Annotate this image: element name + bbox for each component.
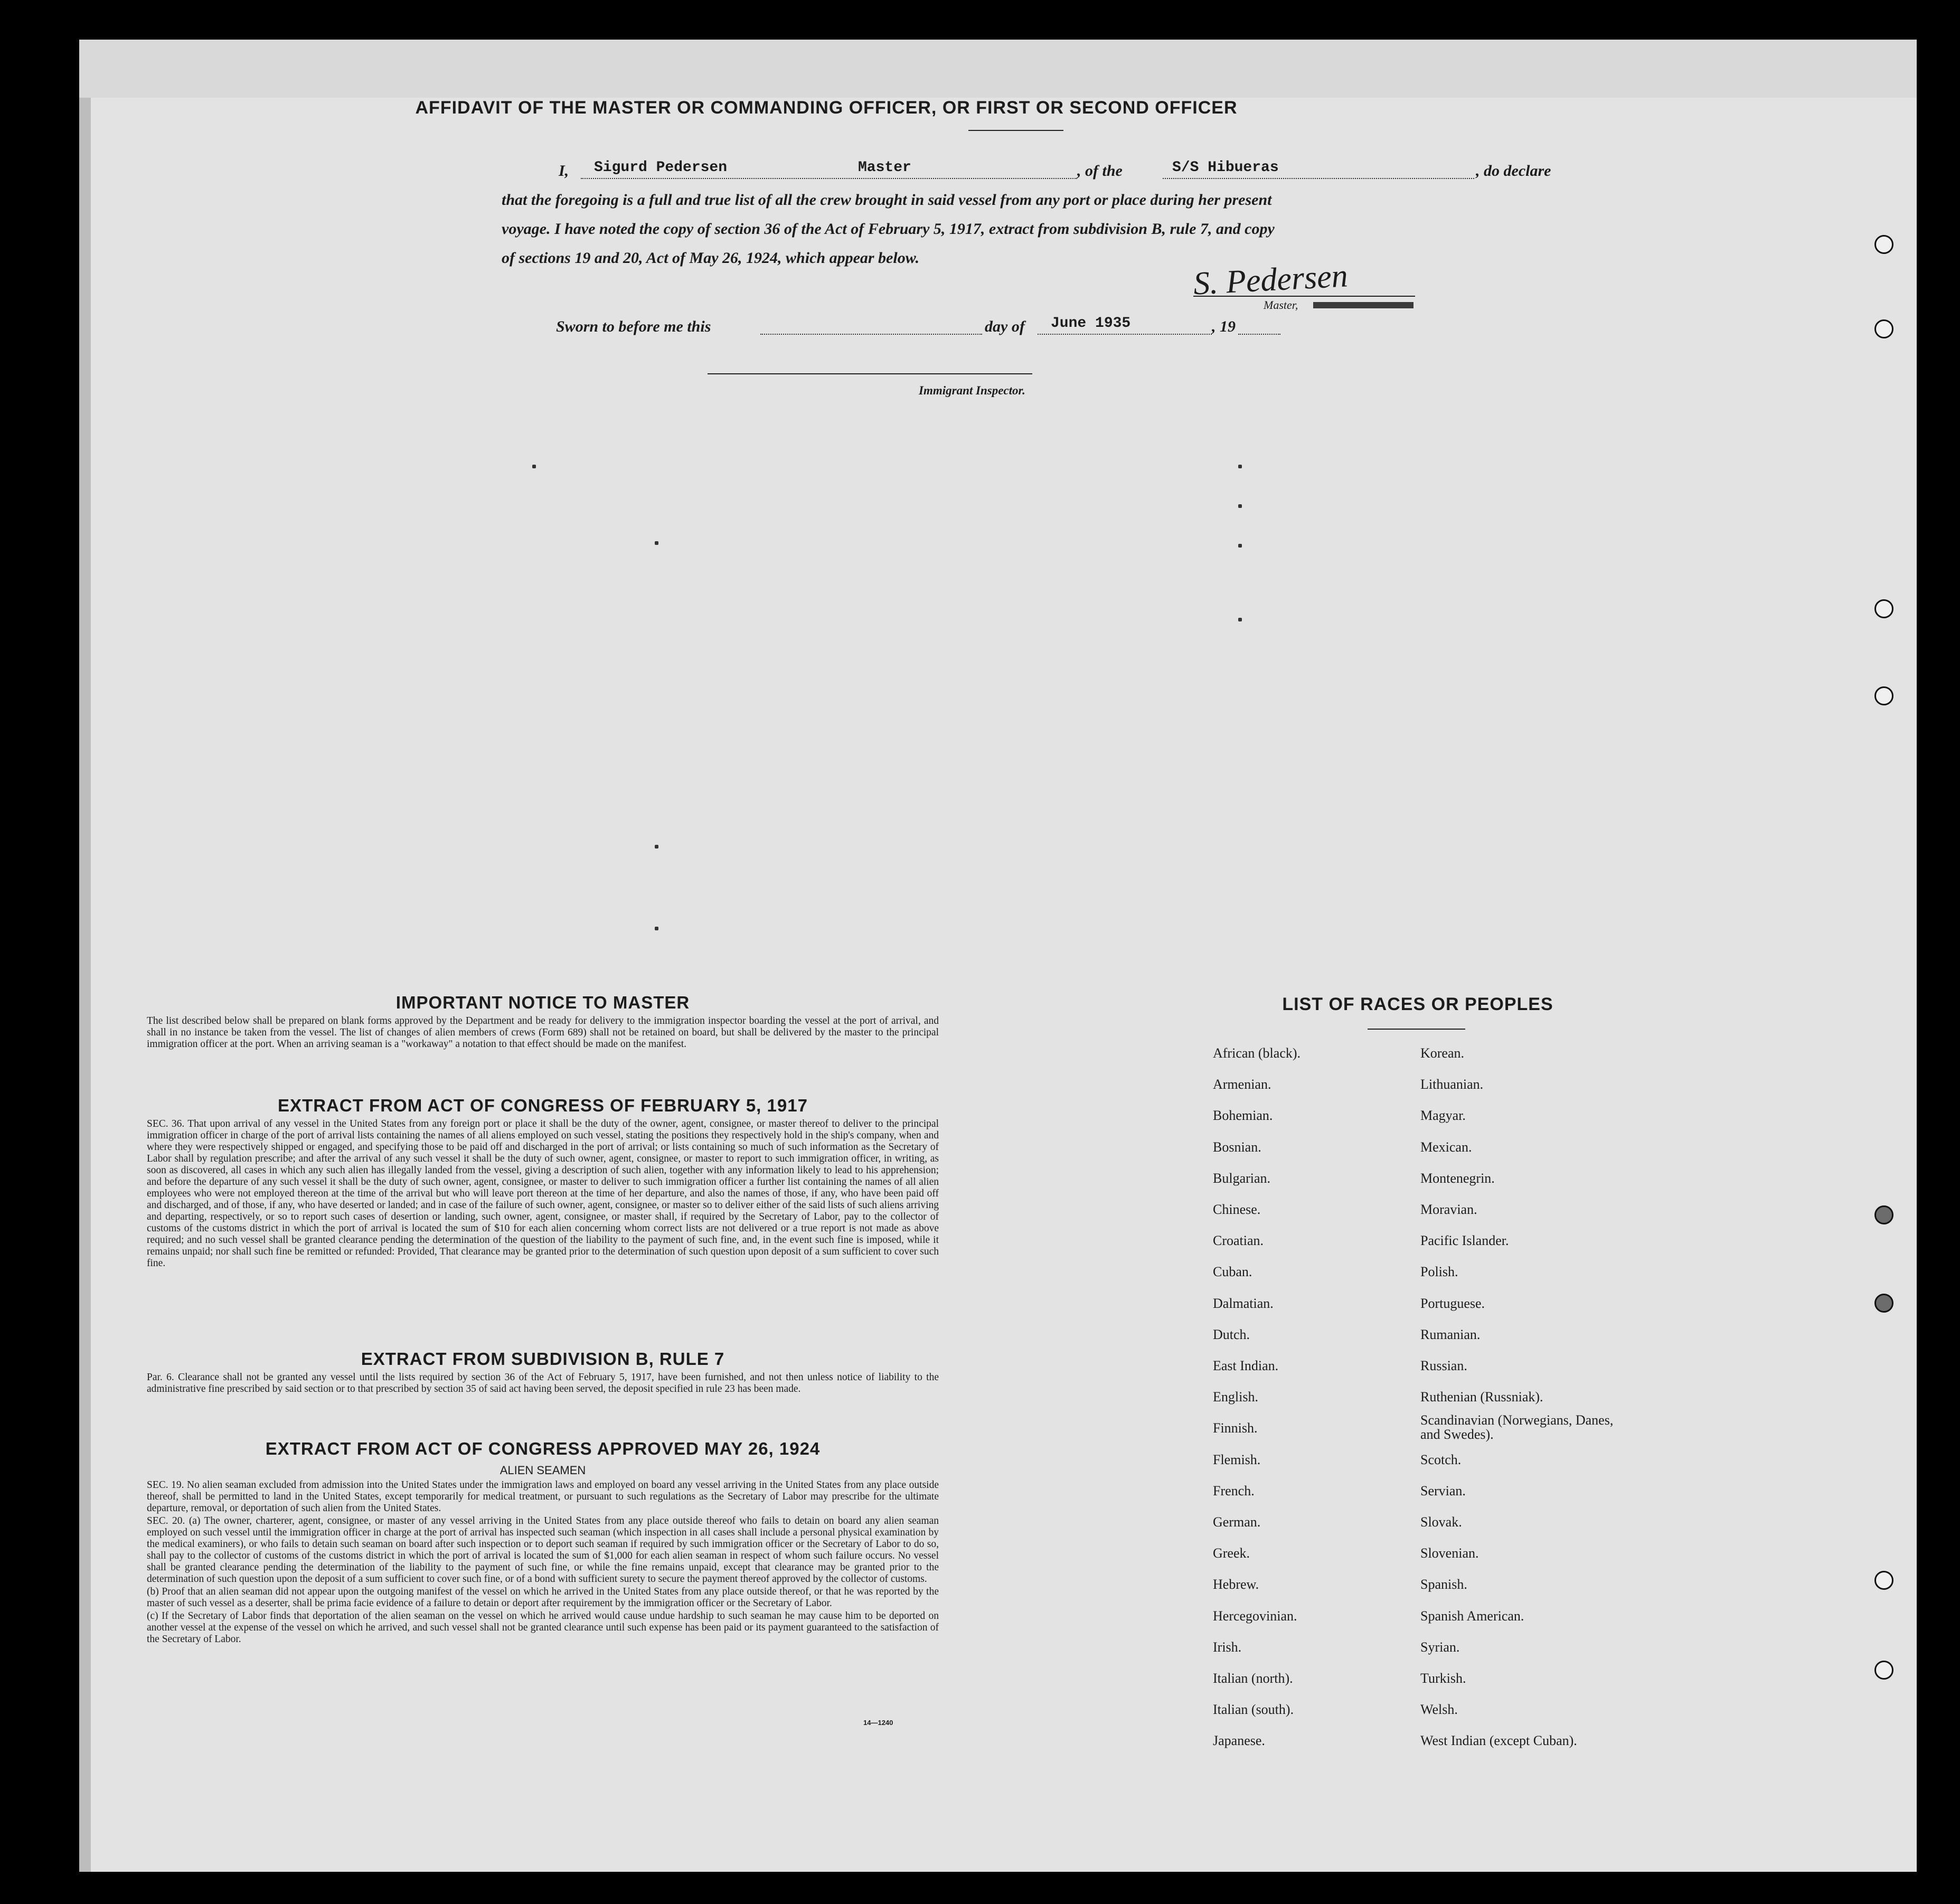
sec-20a-text: SEC. 20. (a) The owner, charterer, agent, consignee, or master of any vessel arriving in the United States from any place outside thereof who fails to detain on board any alien seaman employed on such vessel until the immigration officer in charge at the port of arrival has inspected such seaman (which inspection in all cases shall include a personal physical examination by the medical examiners), or who fails to detain such seaman on board after such inspection or to deport such seaman if required by such immigration officer or the Secretary of Labor to do so, shall pay to the collector of customs of the customs district in which the port of arrival is located the sum of $1,000 for each alien seaman in respect of whom such failure occurs. No vessel shall be granted clearance pending the determination of the liability to the payment of such fine, or while the fine remains unpaid, except that clearance may be granted prior to the determination of such question upon the deposit of a sum sufficient to cover such fine, or of a bond with sufficient surety to secure the payment thereof approved by the collector of customs. [147, 1515, 939, 1585]
affidavit-line-4: of sections 19 and 20, Act of May 26, 1924, which appear below. [502, 249, 920, 267]
race-item: Chinese. [1213, 1202, 1261, 1217]
race-item: German. [1213, 1514, 1261, 1530]
race-item: Korean. [1420, 1045, 1465, 1061]
signature-line [1193, 296, 1415, 297]
inspector-label: Immigrant Inspector. [919, 384, 1025, 397]
race-item: East Indian. [1213, 1358, 1279, 1373]
page-edge-shadow [79, 40, 91, 1872]
affidavit-line-3: voyage. I have noted the copy of section 36 of the Act of February 5, 1917, extract from subdivision B, rule 7, and copy [502, 220, 1275, 238]
notice-text: The list described below shall be prepared on blank forms approved by the Department and be ready for delivery to the immigration inspector boarding the vessel at the port of arrival, and shall in no instance be taken from the vessel. The list of changes of alien members of crews (Form 689) shall not be retained on board, but shall be delivered by the master to the principal immigration officer at the port. When an arriving seaman is a "workaway" a notation to that effect should be made on the manifest. [147, 1015, 939, 1050]
race-item: West Indian (except Cuban). [1420, 1733, 1577, 1749]
race-item: Japanese. [1213, 1733, 1265, 1749]
master-name: Sigurd Pedersen [594, 159, 728, 176]
binder-hole [1874, 686, 1893, 705]
race-item: Portuguese. [1420, 1295, 1485, 1311]
day-of-label: day of [985, 318, 1025, 335]
bleed-through-mark [1238, 618, 1242, 621]
bleed-through-mark [1238, 465, 1242, 468]
race-item: Croatian. [1213, 1233, 1264, 1249]
extract-1924-title: EXTRACT FROM ACT OF CONGRESS APPROVED MAY 26, 1924 [265, 1439, 821, 1458]
race-item: Spanish American. [1420, 1608, 1524, 1624]
race-item: Bulgarian. [1213, 1170, 1271, 1186]
sec-20c-text: (c) If the Secretary of Labor finds that deportation of the alien seaman on the vessel on which he arrived would cause undue hardship to such seaman he may cause him to be deported on another vessel at the expense of the vessel on which he arrived, and such vessel shall not be granted clearance until such expense has been paid or its payment guaranteed to the satisfaction of the Secretary of Labor. [147, 1610, 939, 1645]
master-rank: Master [858, 159, 911, 176]
sworn-day-line [760, 334, 982, 335]
race-item: Scotch. [1420, 1451, 1462, 1467]
race-item: Spanish. [1420, 1577, 1467, 1592]
race-item: Italian (south). [1213, 1702, 1294, 1718]
affidavit-line-2: that the foregoing is a full and true list of all the crew brought in said vessel from any port or place during her present [502, 191, 1272, 209]
race-item: Dalmatian. [1213, 1295, 1274, 1311]
binder-hole [1874, 1205, 1893, 1224]
of-the-label: , of the [1077, 162, 1123, 180]
declare-label: , do declare [1476, 162, 1551, 180]
race-item: English. [1213, 1389, 1258, 1405]
sworn-year-line [1238, 334, 1280, 335]
race-item: Cuban. [1213, 1264, 1252, 1280]
binder-hole [1874, 1661, 1893, 1680]
binder-hole [1874, 319, 1893, 338]
sworn-month-line [1038, 334, 1212, 335]
vessel-line [1163, 178, 1474, 179]
race-item: Slovak. [1420, 1514, 1462, 1530]
bleed-through-header [79, 40, 1917, 98]
race-item: Italian (north). [1213, 1671, 1293, 1686]
master-signature: S. Pedersen [1192, 258, 1349, 302]
race-item: Polish. [1420, 1264, 1458, 1280]
title-underline [968, 130, 1063, 131]
bleed-through-mark [655, 541, 658, 545]
binder-hole [1874, 599, 1893, 618]
bleed-through-mark [1238, 504, 1242, 508]
race-item: Greek. [1213, 1545, 1250, 1561]
binder-hole [1874, 235, 1893, 254]
race-item: Hebrew. [1213, 1577, 1259, 1592]
race-item: French. [1213, 1483, 1255, 1498]
race-item: Bosnian. [1213, 1139, 1261, 1155]
extract-1917-title: EXTRACT FROM ACT OF CONGRESS OF FEBRUARY 5, 1917 [278, 1096, 808, 1115]
sec-19-text: SEC. 19. No alien seaman excluded from admission into the United States under the immigration laws and employed on board any vessel arriving in the United States from any place outside thereof, shall be permitted to land in the United States, except temporarily for medical treatment, or pursuant to such regulations as the Secretary of Labor may prescribe for the ultimate departure, removal, or deportation of such alien from the United States. [147, 1479, 939, 1514]
race-item: Lithuanian. [1420, 1077, 1484, 1092]
race-item: Hercegovinian. [1213, 1608, 1297, 1624]
race-item: Magyar. [1420, 1108, 1466, 1124]
struck-out-text [1313, 302, 1414, 308]
document-page [79, 40, 1917, 1872]
race-item: Moravian. [1420, 1202, 1477, 1217]
binder-hole [1874, 1571, 1893, 1590]
race-item: Bohemian. [1213, 1108, 1273, 1124]
bleed-through-mark [532, 465, 536, 468]
races-title-underline [1368, 1029, 1465, 1030]
race-item: Pacific Islander. [1420, 1233, 1509, 1249]
rule-7-text: Par. 6. Clearance shall not be granted any vessel until the lists required by section 36 of the Act of February 5, 1917, have been furnished, and not then unless notice of liability to the administrative fine prescribed by said section or to that prescribed by section 35 of said act having been served, the deposit specified in rule 23 has been made. [147, 1372, 939, 1394]
bleed-through-mark [655, 927, 658, 930]
race-item: African (black). [1213, 1045, 1301, 1061]
race-item: Flemish. [1213, 1451, 1261, 1467]
race-item: Finnish. [1213, 1420, 1258, 1436]
race-item: Rumanian. [1420, 1326, 1481, 1342]
race-item: Mexican. [1420, 1139, 1472, 1155]
sworn-label: Sworn to before me this [556, 318, 711, 335]
affidavit-title: AFFIDAVIT OF THE MASTER OR COMMANDING OFFICER, OR FIRST OR SECOND OFFICER [415, 98, 1238, 118]
year-prefix-label: , 19 [1212, 318, 1236, 335]
sworn-month-year: June 1935 [1051, 315, 1131, 332]
vessel-name: S/S Hibueras [1172, 159, 1279, 176]
rule-7-title: EXTRACT FROM SUBDIVISION B, RULE 7 [361, 1349, 725, 1369]
extract-1924-text [147, 1479, 939, 1646]
race-item: Armenian. [1213, 1077, 1271, 1092]
race-item: Turkish. [1420, 1671, 1466, 1686]
race-item: Montenegrin. [1420, 1170, 1495, 1186]
race-item: Slovenian. [1420, 1545, 1479, 1561]
races-title: LIST OF RACES OR PEOPLES [1282, 994, 1553, 1014]
extract-1924-subtitle: ALIEN SEAMEN [500, 1464, 586, 1477]
binder-hole [1874, 1294, 1893, 1313]
bleed-through-mark [1238, 544, 1242, 548]
race-item: Ruthenian (Russniak). [1420, 1389, 1543, 1405]
sec-20b-text: (b) Proof that an alien seaman did not appear upon the outgoing manifest of the vessel on which he arrived in the United States from any place outside thereof, or that he was reported by the master of such vessel as a deserter, shall be prima facie evidence of a failure to detain or deport after requirement by the immigration officer or the Secretary of Labor. [147, 1586, 939, 1609]
race-item: Dutch. [1213, 1326, 1250, 1342]
race-item: Syrian. [1420, 1639, 1460, 1655]
master-name-line [581, 178, 1077, 179]
notice-title: IMPORTANT NOTICE TO MASTER [395, 993, 690, 1012]
form-number: 14—1240 [863, 1719, 893, 1727]
inspector-signature-line [708, 373, 1032, 374]
extract-1917-text: SEC. 36. That upon arrival of any vessel in the United States from any foreign port or place it shall be the duty of the owner, agent, consignee, or master thereof to deliver to the principal immigration officer in charge of the port of arrival lists containing the names of all aliens employed on such vessel, stating the positions they respectively hold in the ship's company, when and where they were respectively shipped or engaged, and specifying those to be paid off and discharged in the port of arrival; or lists containing so much of such information as the Secretary of Labor shall by regulation prescribe; and after the arrival of any such vessel it shall be the duty of such owner, agent, consignee, or master to report to such immigration officer, in writing, as soon as discovered, all cases in which any such alien has illegally landed from the vessel, giving a description of such alien, together with any information likely to lead to his apprehension; and before the departure of any such vessel it shall be the duty of such owner, agent, consignee, or master to deliver to such immigration officer a further list containing the names of all alien employees who were not employed thereon at the time of the arrival but who will leave port thereon at the time of her departure, and also the names of those, if any, who have been paid off and discharged, and of those, if any, who have deserted or landed; and in case of the failure of such owner, agent, consignee, or master so to deliver either of the said lists of such aliens arriving and departing, respectively, or so to report such cases of desertion or landing, such owner, agent, consignee, or master shall, if required by the Secretary of Labor, pay to the collector of customs of the customs district in which the port of arrival is located the sum of $10 for each alien concerning whom correct lists are not delivered or a true report is not made as above required; and no such vessel shall be granted clearance pending the determination of the question of the liability to the payment of such fine, and, in the event such fine is imposed, while it remains unpaid; nor shall such fine be remitted or refunded: Provided, That clearance may be granted prior to the determination of such question upon deposit of a sum sufficient to cover such fine. [147, 1118, 939, 1269]
race-item: Servian. [1420, 1483, 1466, 1498]
bleed-through-mark [655, 845, 658, 849]
race-item: Welsh. [1420, 1702, 1458, 1718]
affidavit-pronoun: I, [559, 162, 569, 180]
race-item: Russian. [1420, 1358, 1467, 1373]
race-item: Irish. [1213, 1639, 1242, 1655]
signature-label: Master, [1264, 298, 1298, 312]
race-item: Scandinavian (Norwegians, Danes, and Swedes). [1420, 1412, 1614, 1443]
